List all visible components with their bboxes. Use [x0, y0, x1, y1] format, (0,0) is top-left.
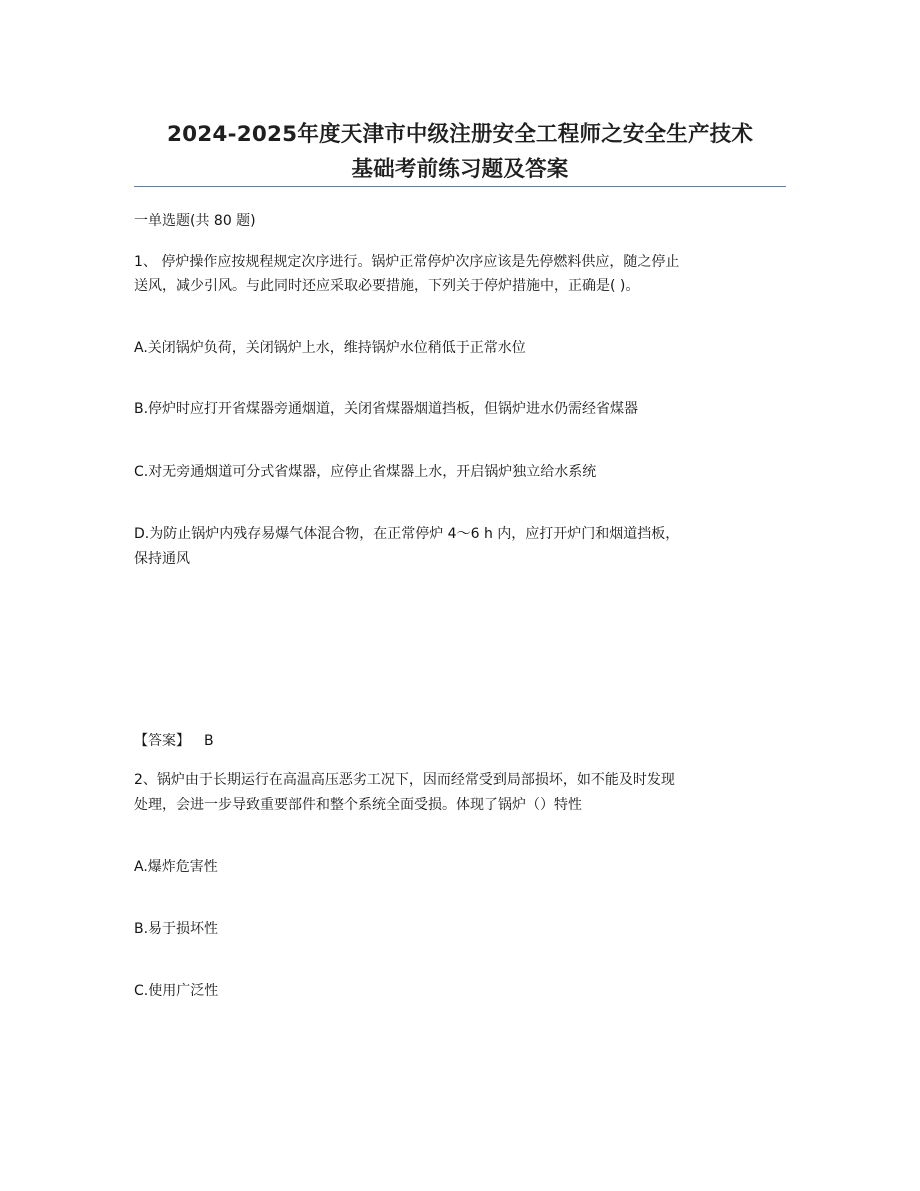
question-2-stem-line-2: 处理，会进一步导致重要部件和整个系统全面受损。体现了锅炉（）特性: [134, 797, 582, 813]
question-2-option-c: C.使用广泛性: [134, 983, 219, 999]
question-2-option-b: B.易于损坏性: [134, 921, 219, 937]
section-heading: 一单选题(共 80 题): [134, 213, 256, 229]
question-1-option-b: B.停炉时应打开省煤器旁通烟道，关闭省煤器烟道挡板，但锅炉进水仍需经省煤器: [134, 401, 639, 417]
question-1-stem-line-1: 1、 停炉操作应按规程规定次序进行。锅炉正常停炉次序应该是先停燃料供应，随之停止: [134, 254, 680, 270]
question-1-option-d-line-2: 保持通风: [134, 551, 190, 567]
answer-label: 【答案】: [134, 733, 190, 749]
question-2-option-a: A.爆炸危害性: [134, 859, 218, 875]
document-title-line-2: 基础考前练习题及答案: [351, 157, 569, 182]
question-1-option-a: A.关闭锅炉负荷，关闭锅炉上水，维持锅炉水位稍低于正常水位: [134, 340, 526, 356]
answer-value: B: [204, 733, 214, 749]
question-1-option-c: C.对无旁通烟道可分式省煤器，应停止省煤器上水，开启锅炉独立给水系统: [134, 464, 597, 480]
document-title-line-1: 2024-2025年度天津市中级注册安全工程师之安全生产技术: [166, 122, 754, 147]
question-1-answer: [134, 731, 214, 751]
question-2-stem-line-1: 2、锅炉由于长期运行在高温高压恶劣工况下，因而经常受到局部损坏，如不能及时发现: [134, 772, 675, 788]
question-1-option-d-line-1: D.为防止锅炉内残存易爆气体混合物，在正常停炉 4～6 h 内，应打开炉门和烟道挡板，: [134, 526, 680, 542]
question-1-stem-line-2: 送风，减少引风。与此同时还应采取必要措施，下列关于停炉措施中，正确是( )。: [134, 278, 640, 294]
title-divider: [134, 186, 786, 187]
